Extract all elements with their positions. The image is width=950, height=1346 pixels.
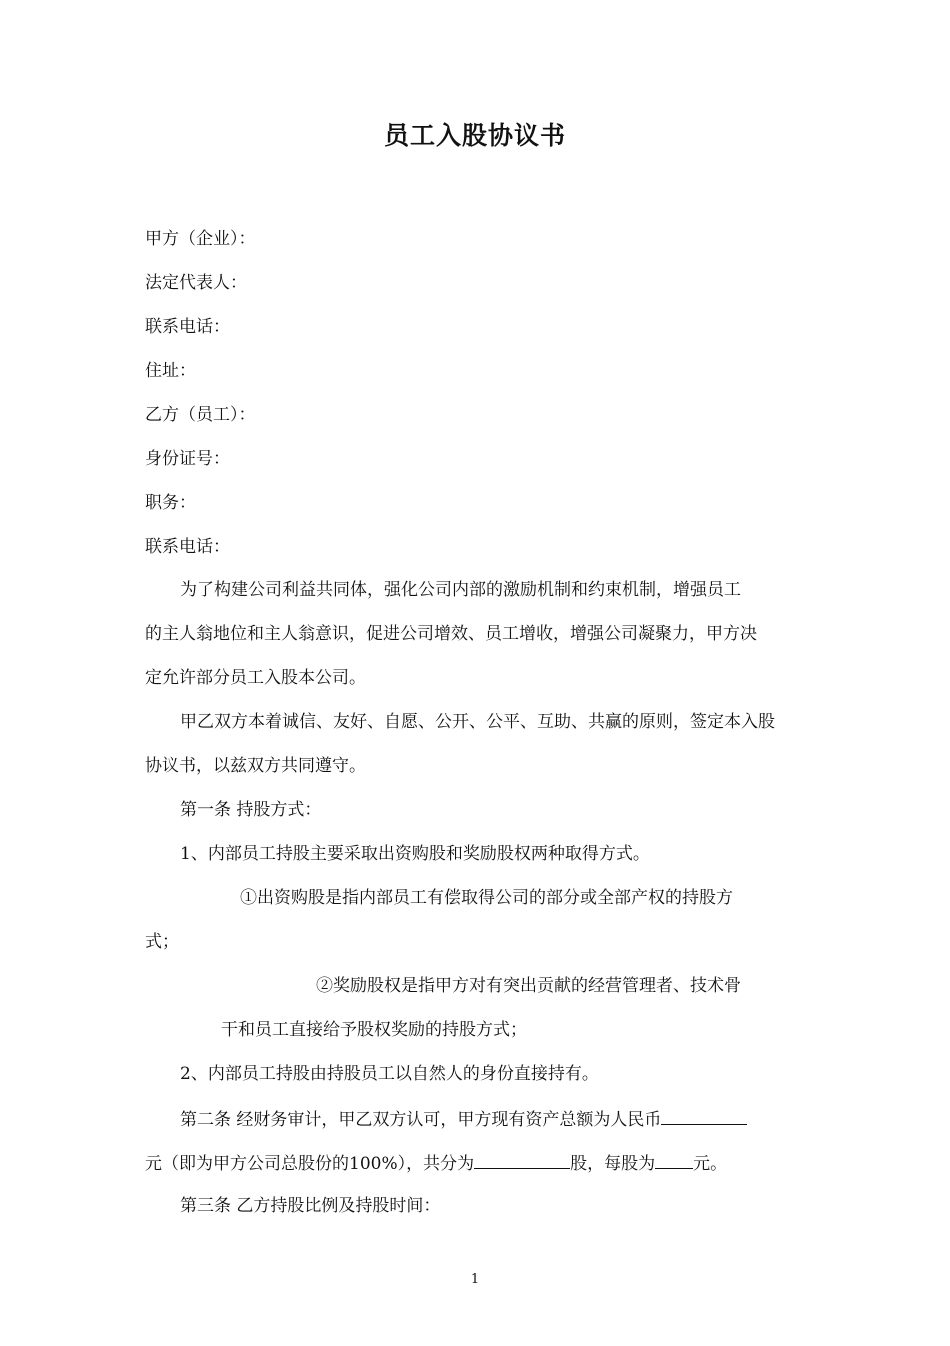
intro-line-3: 定允许部分员工入股本公司。 [145, 668, 366, 688]
intro-line-1: 为了构建公司利益共同体，强化公司内部的激励机制和约束机制，增强员工 [180, 580, 741, 600]
party-a-address-label: 住址： [145, 361, 196, 381]
article-1-heading: 第一条 持股方式： [180, 800, 322, 820]
principle-line-1: 甲乙双方本着诚信、友好、自愿、公开、公平、互助、共赢的原则，签定本入股 [180, 712, 775, 732]
article-3-heading: 第三条 乙方持股比例及持股时间： [180, 1196, 441, 1216]
article-2-text-2a: 元（即为甲方公司总股份的100%），共分为 [145, 1154, 475, 1174]
party-b-position-label: 职务： [145, 493, 196, 513]
principle-line-2: 协议书，以兹双方共同遵守。 [145, 756, 366, 776]
share-price-blank[interactable] [655, 1150, 693, 1169]
article-1-sub-2-line-2: 干和员工直接给予股权奖励的持股方式； [221, 1020, 527, 1040]
party-b-label: 乙方（员工）： [145, 405, 256, 425]
article-1-sub-1-line-2: 式； [145, 932, 179, 952]
article-2-text-2c: 元。 [693, 1154, 728, 1174]
document-title: 员工入股协议书 [383, 121, 566, 150]
article-1-item-1: 1、内部员工持股主要采取出资购股和奖励股权两种取得方式。 [180, 844, 650, 864]
legal-representative-label: 法定代表人： [145, 273, 247, 293]
share-count-blank[interactable] [474, 1150, 570, 1169]
total-assets-blank[interactable] [661, 1106, 747, 1125]
intro-line-2: 的主人翁地位和主人翁意识，促进公司增效、员工增收，增强公司凝聚力，甲方决 [145, 624, 757, 644]
article-1-sub-1-line-1: ①出资购股是指内部员工有偿取得公司的部分或全部产权的持股方 [240, 888, 733, 908]
article-2-text-2b: 股，每股为 [570, 1154, 656, 1174]
party-a-phone-label: 联系电话： [145, 317, 230, 337]
article-2-text-1: 第二条 经财务审计，甲乙双方认可，甲方现有资产总额为人民币 [180, 1110, 662, 1130]
article-2-line-1 [180, 1106, 747, 1132]
party-b-id-label: 身份证号： [145, 449, 230, 469]
party-a-label: 甲方（企业）： [145, 229, 256, 249]
article-1-item-2: 2、内部员工持股由持股员工以自然人的身份直接持有。 [180, 1064, 599, 1084]
party-b-phone-label: 联系电话： [145, 537, 230, 557]
page-number: 1 [470, 1272, 480, 1287]
article-1-sub-2-line-1: ②奖励股权是指甲方对有突出贡献的经营管理者、技术骨 [316, 976, 741, 996]
article-2-line-2 [145, 1150, 727, 1176]
